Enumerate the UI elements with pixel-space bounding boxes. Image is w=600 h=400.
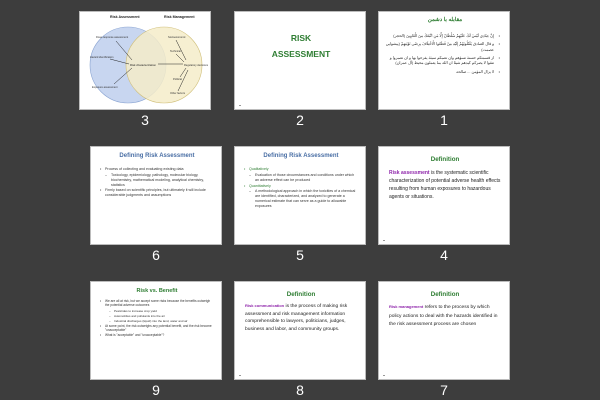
slide-preview [90, 281, 222, 380]
slide-number: 1 [440, 112, 448, 128]
slide-title: مقابله با دشمن [427, 17, 463, 23]
technical-label: Technical [170, 50, 181, 53]
risk-characterization-label: Risk characterization [130, 63, 156, 67]
slide-bullet: • Quantitatively [244, 184, 359, 189]
venn-left-title: Risk Assessment [110, 15, 140, 19]
slide-bullet: • إِنَّ عِبَادِي لَيْسَ لَكَ عَلَيْهِمْ سُلْطَانٌ إِلَّا مَنِ اتَّبَعَكَ مِنَ الْغَاوِينَ (الحجر) [385, 34, 500, 39]
definition-term: Risk assessment [389, 170, 430, 176]
slide-preview [378, 11, 510, 110]
slide-number: 8 [296, 382, 304, 398]
slide-number: 7 [440, 382, 448, 398]
slide-title: Definition [286, 291, 316, 298]
slide-title: RISK ASSESSMENT [271, 33, 331, 60]
other-factors-label: Other factors [170, 92, 185, 95]
socioeconomic-label: Socioeconomic [168, 36, 186, 39]
slide-bullet: • Firmly based on scientific principles, but ultimately it will include considerable judgments and assumptions [100, 188, 215, 198]
slide-title: Risk vs. Benefit [136, 288, 178, 294]
venn-right-title: Risk Management [164, 15, 195, 19]
slide-sub-bullet: – Industrial discharges (liquid) into the land, water and air [100, 319, 215, 323]
slide-bullet: • و قال الصادق يَقْتُلُونَهُمْ إِلَيْهِ مِنْ قَطَعُوا الْاخْتِلَافَ بِرِضًى تَوْبَتِهِمْ (پيشوايي عصمت) [385, 42, 500, 53]
definition-text: is the process of making risk assessment and risk management information comprehensible to lawyers, politicians, judges, business and labor, and community groups. [245, 304, 348, 332]
slide-title: Defining Risk Assessment [119, 153, 195, 159]
slide-preview [378, 146, 510, 245]
hazard-identification-label: Hazard identification [90, 56, 114, 59]
slide-number: 6 [152, 247, 160, 263]
slide-bullet: • لا يزال المؤمن ... صالحه [385, 70, 500, 75]
slide-number: 3 [141, 112, 149, 128]
slide-preview [234, 146, 366, 245]
slide-preview [234, 11, 366, 110]
exposure-assessment-label: Exposure assessment [92, 86, 118, 89]
slide-bullet: • What is "acceptable" and "unacceptable"? [100, 333, 215, 337]
slide-sub-bullet: – Pesticides to increase crop yield [100, 309, 215, 313]
slide-preview [378, 281, 510, 380]
definition-text: refers to the process by which policy actions to deal with the hazards identified in the risk assessment process are chosen [389, 305, 498, 328]
slide-bullet: • Qualitatively [244, 167, 359, 172]
definition-term: Risk communication [245, 303, 285, 308]
slide-number: 5 [296, 247, 304, 263]
slide-title: Defining Risk Assessment [263, 153, 339, 159]
slide-sub-bullet: – Evaluation of those circumstances and conditions under which an adverse effect can be produced [244, 173, 359, 183]
venn-diagram [80, 12, 211, 110]
slide-bullet: • At some point, the risk outweighs any potential benefit, and the risk become "unacceptable" [100, 324, 215, 333]
slide-number: 9 [152, 382, 160, 398]
slide-number: 2 [296, 112, 304, 128]
slide-sub-bullet: – Automobiles and pollutants into the air [100, 314, 215, 318]
definition-text: is the systematic scientific characterization of potential adverse health effects resulting from human exposures to hazardous agents or situations. [389, 170, 501, 200]
slide-sub-bullet: – Toxicology, epidemiology, pathology, molecular biology, biochemistry, mathematical modeling, analytical chemistry, statistics [100, 173, 215, 188]
slide-preview [79, 11, 211, 110]
slide-title: Definition [430, 156, 460, 163]
slide-bullet: • We are all at risk, but we accept some risks because the benefits outweigh the potential adverse outcomes [100, 299, 215, 308]
slide-title: Definition [430, 291, 460, 298]
slide-preview [90, 146, 222, 245]
slide-number: 4 [440, 247, 448, 263]
slide-sub-bullet: – A methodological approach in which the toxicities of a chemical are identified, characterized, and analyzed to generate a numerical estimate that can serve as a guide to allowable exposures [244, 189, 359, 208]
slide-preview [234, 281, 366, 380]
regulatory-decisions-label: Regulatory decisions [184, 64, 209, 67]
slide-bullet: • Process of collecting and evaluating existing data [100, 167, 215, 172]
dose-response-label: Dose-response assessment [96, 36, 129, 39]
slide-bullet: • از قسمتكم حسنة تسؤهم وان تصبكم سيئة يفرحوا بها و ان تصبروا و تتقوا لا يضركم كيدهم شيئا ان الله بما يعملون محيط (آل عمران) [385, 56, 500, 67]
definition-term: Risk management [389, 304, 424, 309]
political-label: Political [173, 78, 182, 81]
